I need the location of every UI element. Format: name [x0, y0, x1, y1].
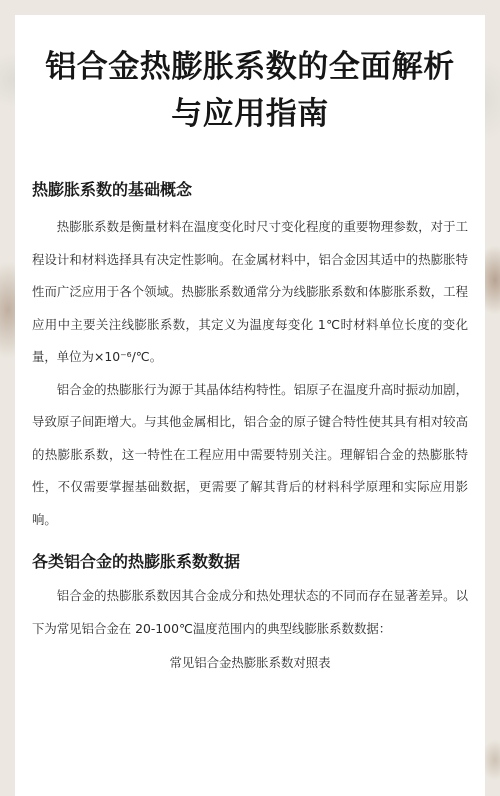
article-card	[15, 15, 485, 796]
table-caption: 常见铝合金热膨胀系数对照表	[169, 655, 331, 670]
paragraph-definition: 热膨胀系数是衡量材料在温度变化时尺寸变化程度的重要物理参数，对于工程设计和材料选择具有决定性影响。在金属材料中，铝合金因其适中的热膨胀特性而广泛应用于各个领域。热膨胀系数通常分为线膨胀系数和体膨胀系数，工程应用中主要关注线膨胀系数，其定义为温度每变化 1℃时材料单位长度的变化量，单位为×10⁻⁶/℃。	[32, 219, 468, 364]
paragraph-alloy-data-intro: 铝合金的热膨胀系数因其合金成分和热处理状态的不同而存在显著差异。以下为常见铝合金在 20-100℃温度范围内的典型线膨胀系数数据：	[32, 588, 468, 636]
section-heading-alloy-data: 各类铝合金的热膨胀系数数据	[32, 552, 241, 571]
section-heading-basic-concept: 热膨胀系数的基础概念	[32, 180, 193, 199]
paragraph-crystal-structure: 铝合金的热膨胀行为源于其晶体结构特性。铝原子在温度升高时振动加剧，导致原子间距增大。与其他金属相比，铝合金的原子键合特性使其具有相对较高的热膨胀系数，这一特性在工程应用中需要特别关注。理解铝合金的热膨胀特性，不仅需要掌握基础数据，更需要了解其背后的材料科学原理和实际应用影响。	[32, 381, 468, 527]
article-title: 铝合金热膨胀系数的全面解析与应用指南	[45, 49, 455, 132]
